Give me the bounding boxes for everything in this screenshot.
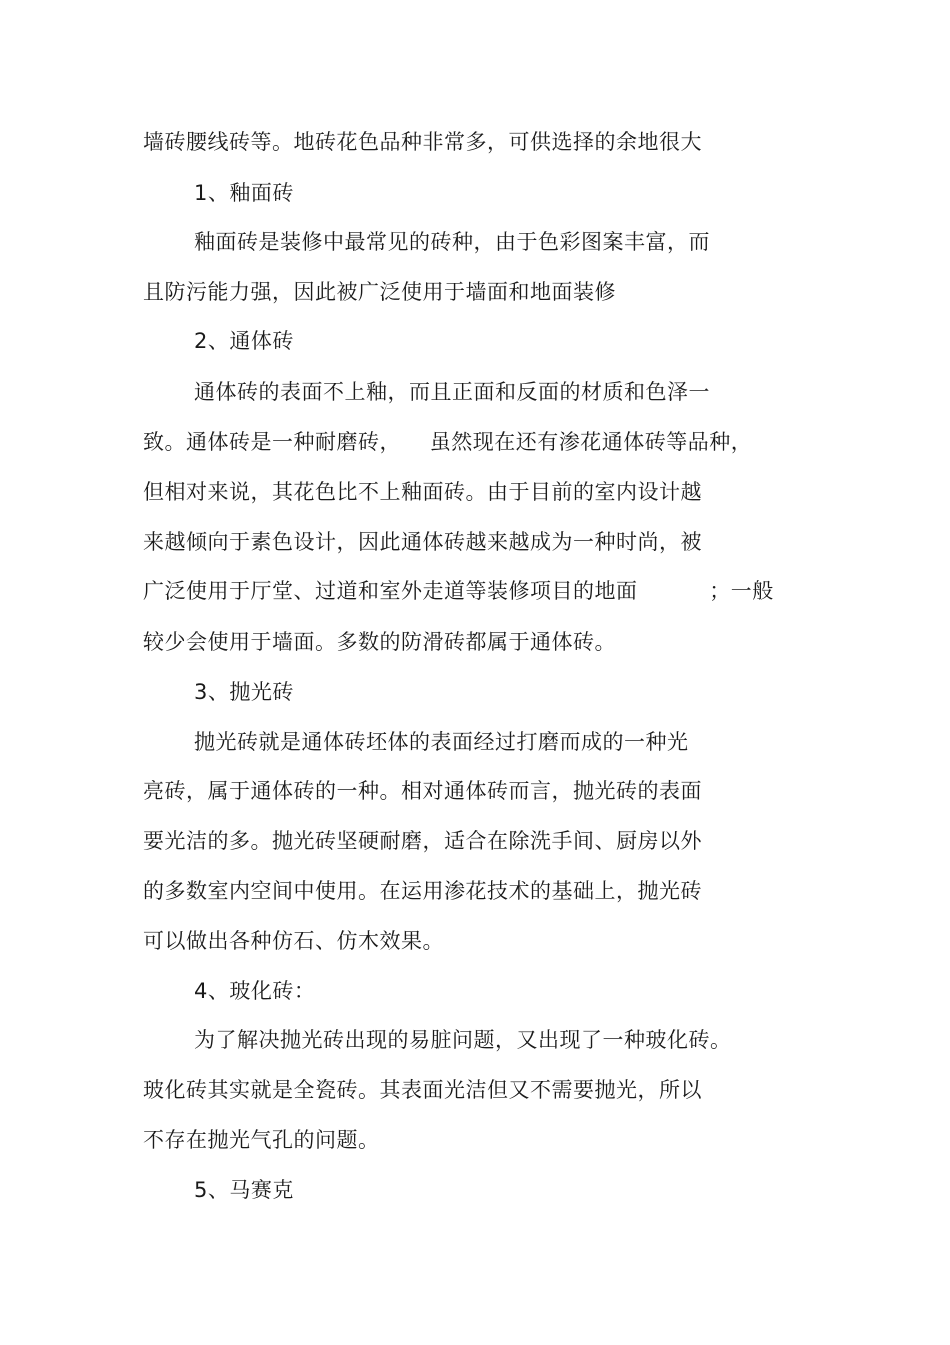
- text-line: 通体砖的表面不上釉，而且正面和反面的材质和色泽一: [194, 380, 710, 404]
- text-line: 来越倾向于素色设计，因此通体砖越来越成为一种时尚，被: [143, 530, 702, 554]
- text-line: 要光洁的多。抛光砖坚硬耐磨，适合在除洗手间、厨房以外: [143, 829, 702, 853]
- section-heading-mosaic: 5、马赛克: [194, 1178, 294, 1202]
- text-line: 釉面砖是装修中最常见的砖种，由于色彩图案丰富，而: [194, 230, 710, 254]
- text-line: 墙砖腰线砖等。地砖花色品种非常多，可供选择的余地很大: [143, 130, 702, 154]
- text-line: 但相对来说，其花色比不上釉面砖。由于目前的室内设计越: [143, 480, 702, 504]
- text-line: 较少会使用于墙面。多数的防滑砖都属于通体砖。: [143, 630, 616, 654]
- section-heading-polished-tile: 3、抛光砖: [194, 680, 294, 704]
- text-line: 广泛使用于厅堂、过道和室外走道等装修项目的地面 ；一般: [143, 579, 774, 603]
- section-heading-glazed-tile: 1、釉面砖: [194, 181, 294, 205]
- section-heading-vitrified-tile: 4、玻化砖：: [194, 979, 316, 1003]
- text-line: 不存在抛光气孔的问题。: [143, 1128, 380, 1152]
- text-line: 可以做出各种仿石、仿木效果。: [143, 929, 444, 953]
- text-line: 致。通体砖是一种耐磨砖， 虽然现在还有渗花通体砖等品种，: [143, 430, 753, 454]
- text-line: 的多数室内空间中使用。在运用渗花技术的基础上，抛光砖: [143, 879, 702, 903]
- text-line: 抛光砖就是通体砖坯体的表面经过打磨而成的一种光: [194, 730, 689, 754]
- text-line: 玻化砖其实就是全瓷砖。其表面光洁但又不需要抛光，所以: [143, 1078, 702, 1102]
- section-heading-full-body-tile: 2、通体砖: [194, 329, 294, 353]
- text-line: 亮砖，属于通体砖的一种。相对通体砖而言，抛光砖的表面: [143, 779, 702, 803]
- text-line: 为了解决抛光砖出现的易脏问题，又出现了一种玻化砖。: [194, 1028, 732, 1052]
- text-line: 且防污能力强，因此被广泛使用于墙面和地面装修: [143, 280, 616, 304]
